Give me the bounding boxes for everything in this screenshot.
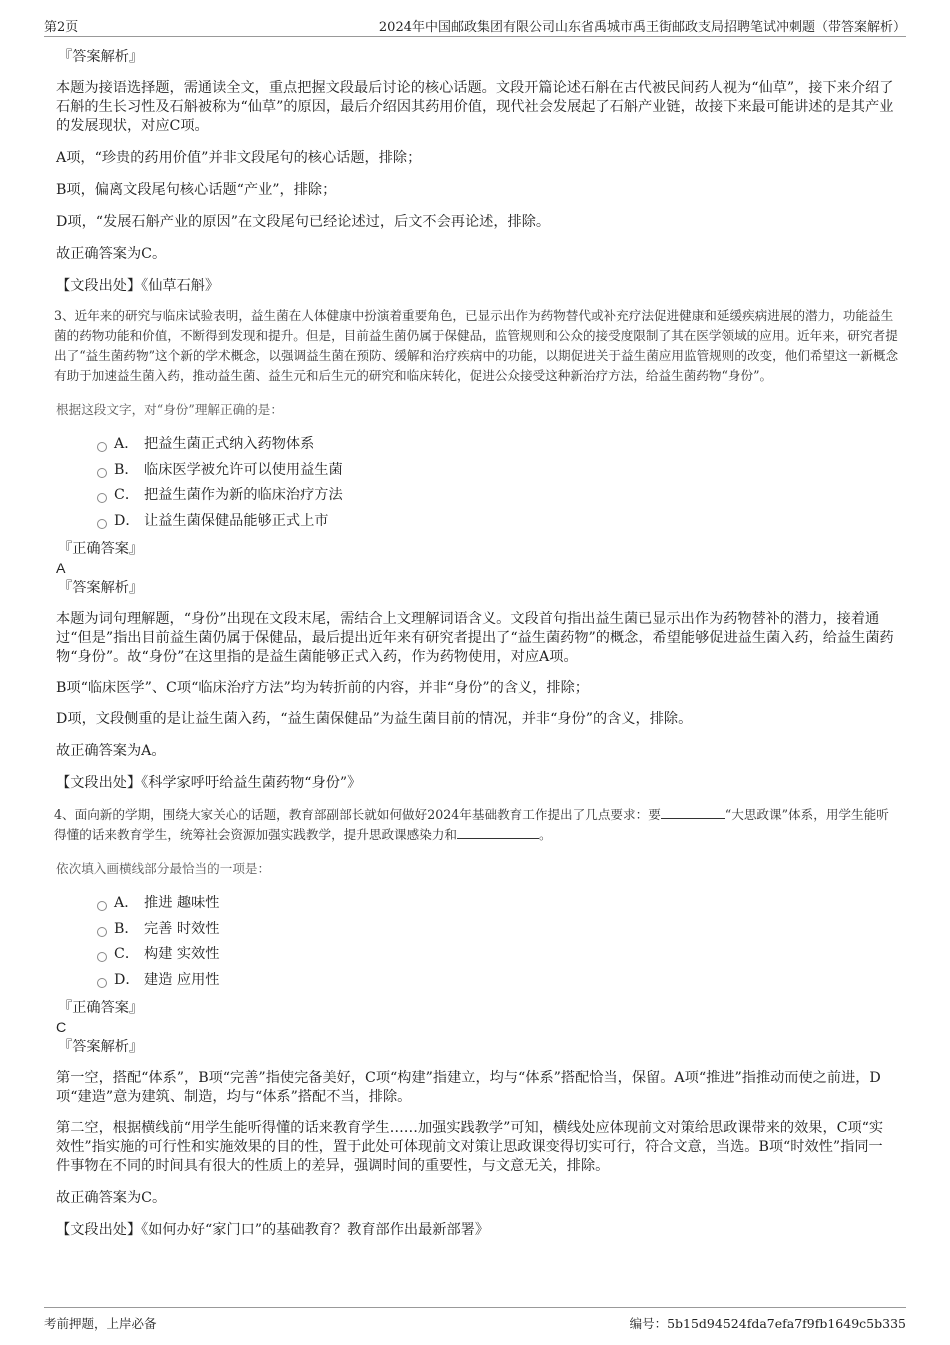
source-citation: 【文段出处】《科学家呼吁给益生菌药物“身份”》 — [56, 775, 362, 791]
correct-answer-label: 『正确答案』 — [58, 541, 144, 557]
radio-icon[interactable] — [97, 519, 107, 529]
question-4-prompt: 依次填入画横线部分最恰当的一项是： — [56, 861, 271, 876]
source-citation: 【文段出处】《仙草石斛》 — [56, 278, 220, 294]
source-citation: 【文段出处】《如何办好“家门口”的基础教育？教育部作出最新部署》 — [56, 1222, 490, 1238]
footer-slogan: 考前押题，上岸必备 — [44, 1316, 157, 1331]
analysis-paragraph: 第一空，搭配“体系”，B项“完善”指使完备美好，C项“构建”指建立，均与“体系”搭配恰当，保留。A项“推进”指推动而使之前进，D项“建造”意为建筑、制造，均与“体系”搭配不当，排除。 — [56, 1070, 881, 1105]
analysis-paragraph: 本题为接语选择题，需通读全文，重点把握文段最后讨论的核心话题。文段开篇论述石斛在古代被民间药人视为“仙草”，接下来介绍了石斛的生长习性及石斛被称为“仙草”的原因，最后介绍因其药用价值，现代社会发展起了石斛产业链，故接下来最可能讲述的是其产业的发展现状，对应C项。 — [56, 80, 894, 134]
fill-blank-1 — [661, 806, 725, 819]
document-id: 编号：5b15d94524fda7efa7f9fb1649c5b335 — [629, 1316, 906, 1331]
page-header — [44, 14, 906, 37]
analysis-paragraph: 本题为词句理解题，“身份”出现在文段末尾，需结合上文理解词语含义。文段首句指出益生菌已显示出作为药物替补的潜力，接着通过“但是”指出目前益生菌仍属于保健品，最后提出近年来有研究者提出了“益生菌药物”的概念，希望能够促进益生菌入药，给益生菌药物“身份”。故“身份”在这里指的是益生菌能够正式入药，作为药物使用，对应A项。 — [56, 611, 894, 665]
analysis-label: 『答案解析』 — [58, 1039, 144, 1055]
option-b[interactable]: B． 临床医学被允许可以使用益生菌 — [56, 458, 896, 484]
analysis-label: 『答案解析』 — [58, 580, 144, 596]
page-number: 第2页 — [44, 20, 79, 35]
correct-answer: C — [56, 1020, 67, 1036]
analysis-paragraph: B项，偏离文段尾句核心话题“产业”，排除； — [56, 182, 337, 198]
analysis-conclusion: 故正确答案为A。 — [56, 743, 166, 759]
radio-icon[interactable] — [97, 493, 107, 503]
fill-blank-2 — [457, 826, 539, 839]
option-d[interactable]: D． 建造 应用性 — [56, 968, 896, 994]
document-title: 2024年中国邮政集团有限公司山东省禹城市禹王街邮政支局招聘笔试冲刺题（带答案解析） — [378, 20, 906, 35]
analysis-conclusion: 故正确答案为C。 — [56, 246, 167, 262]
analysis-conclusion: 故正确答案为C。 — [56, 1190, 167, 1206]
radio-icon[interactable] — [97, 927, 107, 937]
page-footer — [44, 1307, 906, 1330]
radio-icon[interactable] — [97, 952, 107, 962]
correct-answer-label: 『正确答案』 — [58, 1000, 144, 1016]
analysis-label: 『答案解析』 — [58, 49, 144, 65]
analysis-paragraph: B项“临床医学”、C项“临床治疗方法”均为转折前的内容，并非“身份”的含义，排除； — [56, 680, 589, 696]
option-d[interactable]: D． 让益生菌保健品能够正式上市 — [56, 509, 896, 535]
page-content — [54, 48, 899, 1240]
radio-icon[interactable] — [97, 901, 107, 911]
option-b[interactable]: B． 完善 时效性 — [56, 917, 896, 943]
analysis-paragraph: A项，“珍贵的药用价值”并非文段尾句的核心话题，排除； — [56, 150, 422, 166]
option-c[interactable]: C． 构建 实效性 — [56, 942, 896, 968]
option-a[interactable]: A． 推进 趣味性 — [56, 891, 896, 917]
radio-icon[interactable] — [97, 468, 107, 478]
option-c[interactable]: C． 把益生菌作为新的临床治疗方法 — [56, 483, 896, 509]
question-3-options — [56, 432, 896, 534]
question-4-text: 4、面向新的学期，围绕大家关心的话题，教育部副部长就如何做好2024年基础教育工作提出了几点要求：要 “大思政课”体系，用学生能听得懂的话来教育学生，统筹社会资源加强实践教学，提升思政课感染力和 。 — [54, 807, 889, 842]
radio-icon[interactable] — [97, 442, 107, 452]
correct-answer: A — [56, 561, 66, 577]
analysis-paragraph: 第二空，根据横线前“用学生能听得懂的话来教育学生……加强实践教学”可知，横线处应体现前文对策给思政课带来的效果，C项“实效性”指实施的可行性和实施效果的目的性，置于此处可体现前文对策让思政课变得切实可行，符合文意，当选。B项“时效性”指同一件事物在不同的时间具有很大的性质上的差异，强调时间的重要性，与文意无关，排除。 — [56, 1120, 884, 1174]
question-3-prompt: 根据这段文字，对“身份”理解正确的是： — [56, 402, 283, 417]
question-4-options — [56, 891, 896, 993]
analysis-paragraph: D项，文段侧重的是让益生菌入药，“益生菌保健品”为益生菌目前的情况，并非“身份”的含义，排除。 — [56, 711, 693, 727]
option-a[interactable]: A． 把益生菌正式纳入药物体系 — [56, 432, 896, 458]
radio-icon[interactable] — [97, 978, 107, 988]
question-3-text: 3、近年来的研究与临床试验表明，益生菌在人体健康中扮演着重要角色，已显示出作为药物替代或补充疗法促进健康和延缓疾病进展的潜力，功能益生菌的药物功能和价值，不断得到发现和提升。但是，目前益生菌仍属于保健品，监管规则和公众的接受度限制了其在医学领域的应用。近年来，研究者提出了“益生菌药物”这个新的学术概念，以强调益生菌在预防、缓解和治疗疾病中的功能，以期促进关于益生菌应用监管规则的改变，他们希望这一新概念有助于加速益生菌入药，推动益生菌、益生元和后生元的研究和临床转化，促进公众接受这种新治疗方法，给益生菌药物“身份”。 — [54, 308, 899, 383]
analysis-paragraph: D项，“发展石斛产业的原因”在文段尾句已经论述过，后文不会再论述，排除。 — [56, 214, 551, 230]
